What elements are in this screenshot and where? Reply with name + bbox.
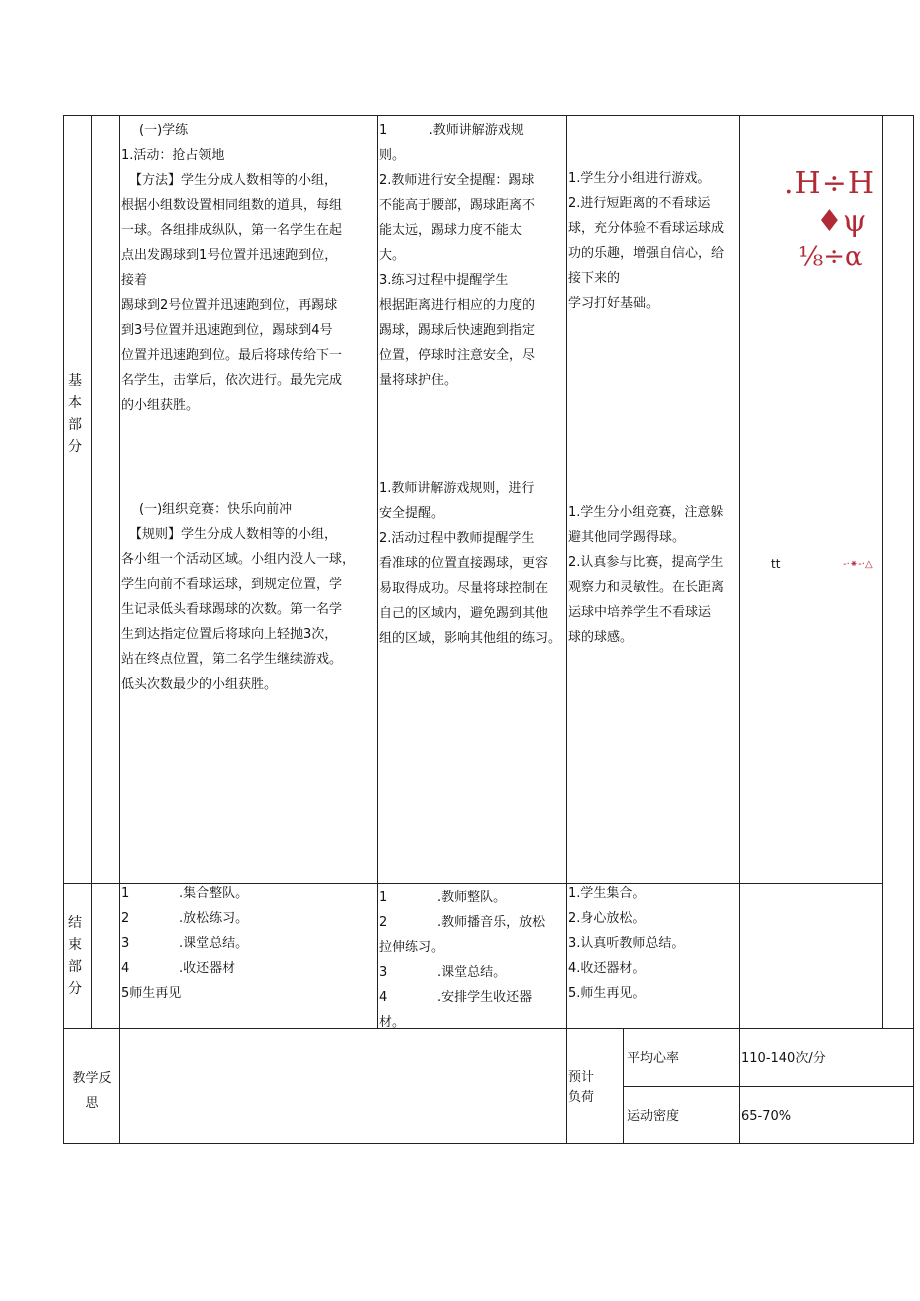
line: 点出发踢球到1号位置并迅速跑到位， bbox=[121, 248, 338, 263]
list-item: 1 .集合整队。 bbox=[121, 886, 249, 901]
line: 各小组一个活动区域。小组内没人一球， bbox=[121, 552, 356, 567]
line: 低头次数最少的小组获胜。 bbox=[121, 677, 278, 692]
line: 球的球感。 bbox=[568, 630, 634, 645]
formation-diagram-1 bbox=[784, 164, 875, 274]
line: 位置并迅速跑到位。最后将球传给下一 bbox=[121, 348, 343, 363]
line: 功的乐趣，增强自信心，给 bbox=[568, 246, 725, 261]
line: 生到达指定位置后将球向上轻抛3次， bbox=[121, 627, 338, 642]
line: 避其他同学踢得球。 bbox=[568, 530, 686, 545]
line: 易取得成功。尽量将球控制在 bbox=[379, 581, 549, 596]
line: 踢球到2号位置并迅速跑到位，再踢球 bbox=[121, 298, 338, 313]
line: 接着 bbox=[121, 273, 148, 288]
list-item: 2 .教师播音乐，放松 bbox=[379, 915, 546, 930]
line: 2.教师进行安全提醒：踢球 bbox=[379, 173, 535, 188]
line: 2.认真参与比赛，提高学生 bbox=[568, 555, 724, 570]
diagram-line: ♦ψ bbox=[816, 204, 867, 239]
list-item: 4 .安排学生收还器 bbox=[379, 990, 533, 1005]
end-teacher bbox=[379, 885, 545, 1035]
col-divider-3 bbox=[377, 115, 378, 1028]
line: 学生向前不看球运球，到规定位置，学 bbox=[121, 577, 343, 592]
list-item: 3 .课堂总结。 bbox=[379, 965, 507, 980]
diagram-line: ⅛÷α bbox=[798, 242, 863, 272]
end-content bbox=[121, 881, 248, 1006]
line: 不能高于腰部，踢球距离不 bbox=[379, 198, 536, 213]
list-item: 5师生再见 bbox=[121, 986, 182, 1001]
list-item: 1.学生集合。 bbox=[568, 886, 646, 901]
formation-diagram-2-label: tt bbox=[771, 557, 781, 571]
line: 大。 bbox=[379, 248, 406, 263]
line: 量将球护住。 bbox=[379, 373, 458, 388]
list-item: 2.身心放松。 bbox=[568, 911, 646, 926]
diagram-line: .H÷H bbox=[784, 166, 875, 201]
end-section-label: 结 束 部 分 bbox=[68, 915, 82, 997]
expected-load-label: 预计 负荷 bbox=[568, 1070, 595, 1105]
line: 一球。各组排成纵队，第一名学生在起 bbox=[121, 223, 343, 238]
basic-teacher-block1 bbox=[379, 118, 535, 393]
line: 的小组获胜。 bbox=[121, 398, 200, 413]
basic-teacher-block2 bbox=[379, 476, 561, 651]
basic-content-block2 bbox=[121, 497, 355, 697]
list-item-wrap: 材。 bbox=[379, 1015, 406, 1030]
formation-diagram-2-marks: -·⁕-·△ bbox=[843, 559, 873, 570]
list-item: 2 .放松练习。 bbox=[121, 911, 249, 926]
line: 1.学生分小组进行游戏。 bbox=[568, 171, 711, 186]
heart-density-divider bbox=[623, 1086, 913, 1087]
basic-section-label: 基 本 部 分 bbox=[68, 373, 82, 455]
line: 踢球，踢球后快速跑到指定 bbox=[379, 323, 536, 338]
basic-content-block1 bbox=[121, 118, 342, 418]
end-student bbox=[568, 881, 684, 1006]
line: 1.学生分小组竞赛，注意躲 bbox=[568, 505, 724, 520]
line: 生记录低头看球踢球的次数。第一名学 bbox=[121, 602, 343, 617]
line: 根据距离进行相应的力度的 bbox=[379, 298, 536, 313]
table-right-border bbox=[913, 115, 914, 1144]
line: 球，充分体验不看球运球成 bbox=[568, 221, 725, 236]
line: 运球中培养学生不看球运 bbox=[568, 605, 712, 620]
line: 位置，停球时注意安全，尽 bbox=[379, 348, 536, 363]
line: 观察力和灵敏性。在长距离 bbox=[568, 580, 725, 595]
table-bottom-border bbox=[63, 1143, 913, 1144]
line: 2.进行短距离的不看球运 bbox=[568, 196, 711, 211]
list-item: 4 .收还器材 bbox=[121, 961, 236, 976]
line: (一)组织竞赛：快乐向前冲 bbox=[139, 502, 293, 517]
line: 能太远，踢球力度不能太 bbox=[379, 223, 523, 238]
basic-student-block1 bbox=[568, 166, 724, 316]
line: 组的区域，影响其他组的练习。 bbox=[379, 631, 562, 646]
line: 自己的区域内，避免踢到其他 bbox=[379, 606, 549, 621]
line: 2.活动过程中教师提醒学生 bbox=[379, 531, 535, 546]
heart-rate-value: 110-140次/分 bbox=[741, 1051, 826, 1066]
line: 看准球的位置直接踢球，更容 bbox=[379, 556, 549, 571]
line: 学习打好基础。 bbox=[568, 296, 660, 311]
col-divider-1 bbox=[91, 115, 92, 1028]
line: 名学生，击掌后，依次进行。最先完成 bbox=[121, 373, 343, 388]
basic-student-block2 bbox=[568, 500, 724, 650]
list-item: 4.收还器材。 bbox=[568, 961, 646, 976]
line: 1.活动：抢占领地 bbox=[121, 148, 225, 163]
list-item: 1 .教师整队。 bbox=[379, 890, 507, 905]
line: 则。 bbox=[379, 148, 406, 163]
line: 站在终点位置，第二名学生继续游戏。 bbox=[121, 652, 343, 667]
line: (一)学练 bbox=[139, 123, 189, 138]
line: 1.教师讲解游戏规则，进行 bbox=[379, 481, 535, 496]
line: 1 .教师讲解游戏规 bbox=[379, 123, 524, 138]
col-divider-5 bbox=[739, 115, 740, 1144]
reflection-label: 教学反 思 bbox=[72, 1071, 112, 1111]
line: 根据小组数设置相同组数的道具，每组 bbox=[121, 198, 343, 213]
list-item: 3 .课堂总结。 bbox=[121, 936, 249, 951]
heart-rate-label: 平均心率 bbox=[627, 1051, 680, 1066]
col-divider-4 bbox=[566, 115, 567, 1144]
line: 【规则】学生分成人数相等的小组， bbox=[129, 527, 338, 542]
table-top-border bbox=[63, 115, 913, 116]
list-item-wrap: 拉伸练习。 bbox=[379, 940, 445, 955]
density-value: 65-70% bbox=[741, 1109, 792, 1124]
line: 接下来的 bbox=[568, 271, 621, 286]
list-item: 5.师生再见。 bbox=[568, 986, 646, 1001]
col-divider-6 bbox=[882, 115, 883, 1028]
line: 安全提醒。 bbox=[379, 506, 445, 521]
col-divider-2 bbox=[119, 115, 120, 1144]
line: 到3号位置并迅速跑到位，踢球到4号 bbox=[121, 323, 333, 338]
list-item: 3.认真听教师总结。 bbox=[568, 936, 685, 951]
line: 3.练习过程中提醒学生 bbox=[379, 273, 509, 288]
load-divider bbox=[623, 1028, 624, 1144]
density-label: 运动密度 bbox=[627, 1109, 680, 1124]
line: 【方法】学生分成人数相等的小组， bbox=[129, 173, 338, 188]
table-left-border bbox=[63, 115, 64, 1144]
